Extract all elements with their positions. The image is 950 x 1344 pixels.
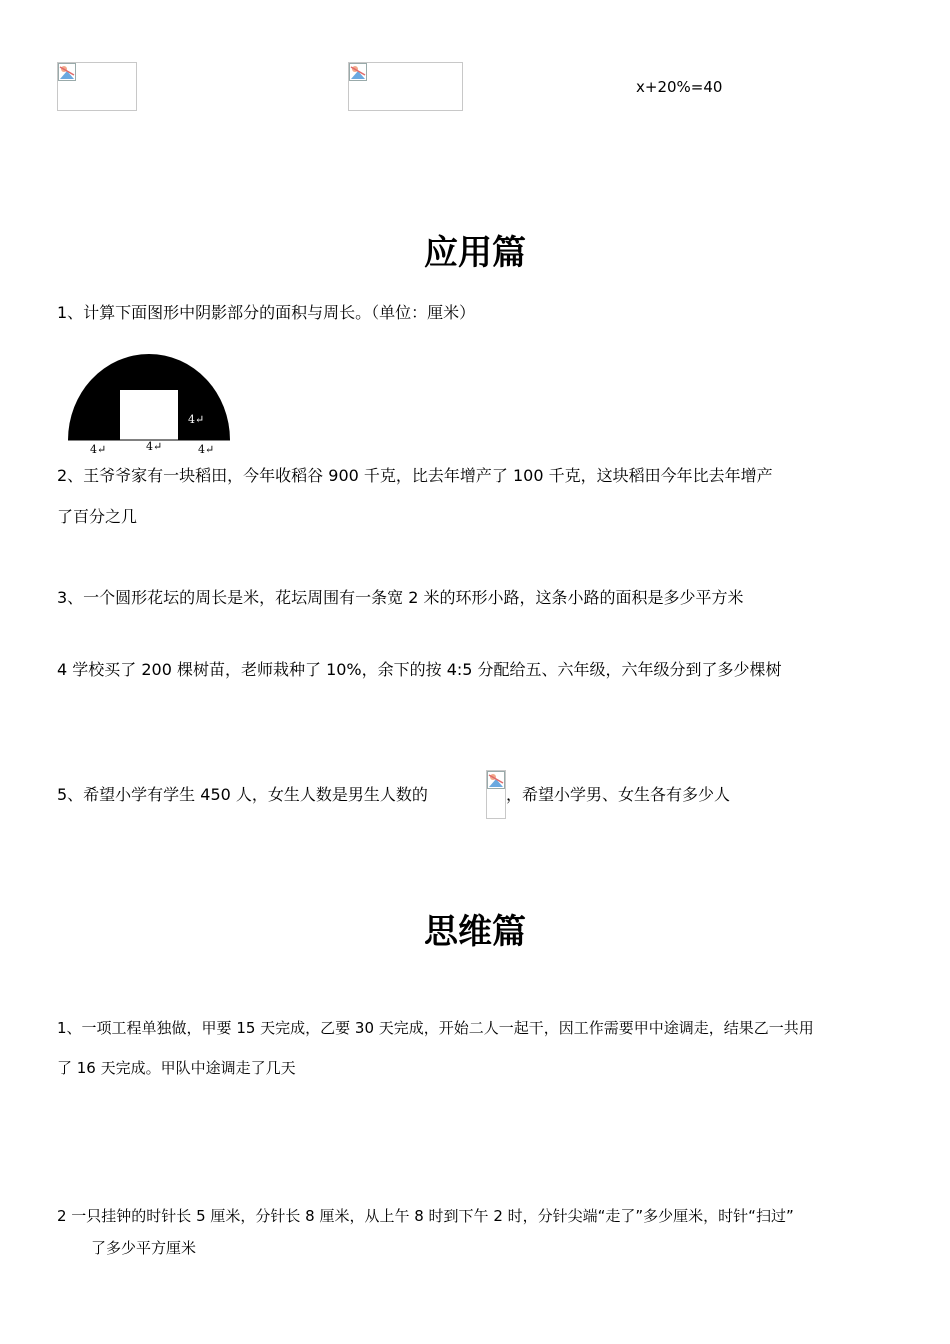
image-placeholder-2 <box>348 62 463 111</box>
white-square <box>120 390 178 440</box>
label-side: 4↵ <box>188 413 205 426</box>
thinking-question-1-line-1: 1、一项工程单独做，甲要 15 天完成，乙要 30 天完成，开始二人一起干，因工作需要甲中途调走，结果乙一共用 <box>57 1019 814 1037</box>
broken-image-icon <box>349 63 367 81</box>
shaded-figure <box>60 350 240 460</box>
equation-text: x+20%=40 <box>636 78 723 96</box>
label-right: 4↵ <box>198 443 215 456</box>
label-mid: 4↵ <box>146 440 163 453</box>
broken-image-icon <box>58 63 76 81</box>
thinking-question-1-line-2: 了 16 天完成。甲队中途调走了几天 <box>57 1059 296 1077</box>
image-placeholder-1 <box>57 62 137 111</box>
label-left: 4↵ <box>90 443 107 456</box>
thinking-question-2-line-2: 了多少平方厘米 <box>91 1239 197 1257</box>
question-3: 3、一个圆形花坛的周长是米，花坛周围有一条宽 2 米的环形小路，这条小路的面积是多少平方米 <box>57 588 744 607</box>
section-heading-application: 应用篇 <box>424 233 526 273</box>
section-heading-thinking: 思维篇 <box>424 912 526 952</box>
question-1: 1、计算下面图形中阴影部分的面积与周长。（单位：厘米） <box>57 303 476 322</box>
broken-image-icon <box>487 771 505 789</box>
fraction-image-placeholder <box>486 770 506 819</box>
question-5-after: ，希望小学男、女生各有多少人 <box>506 785 731 804</box>
thinking-question-2-line-1: 2 一只挂钟的时针长 5 厘米，分针长 8 厘米，从上午 8 时到下午 2 时，分针尖端“走了”多少厘米，时针“扫过” <box>57 1207 794 1225</box>
question-2-line-2: 了百分之几 <box>57 507 138 526</box>
question-5-before: 5、希望小学有学生 450 人，女生人数是男生人数的 <box>57 785 428 804</box>
question-4: 4 学校买了 200 棵树苗，老师栽种了 10%，余下的按 4:5 分配给五、六年级，六年级分到了多少棵树 <box>57 660 782 679</box>
question-2-line-1: 2、王爷爷家有一块稻田，今年收稻谷 900 千克，比去年增产了 100 千克，这块稻田今年比去年增产 <box>57 466 773 485</box>
